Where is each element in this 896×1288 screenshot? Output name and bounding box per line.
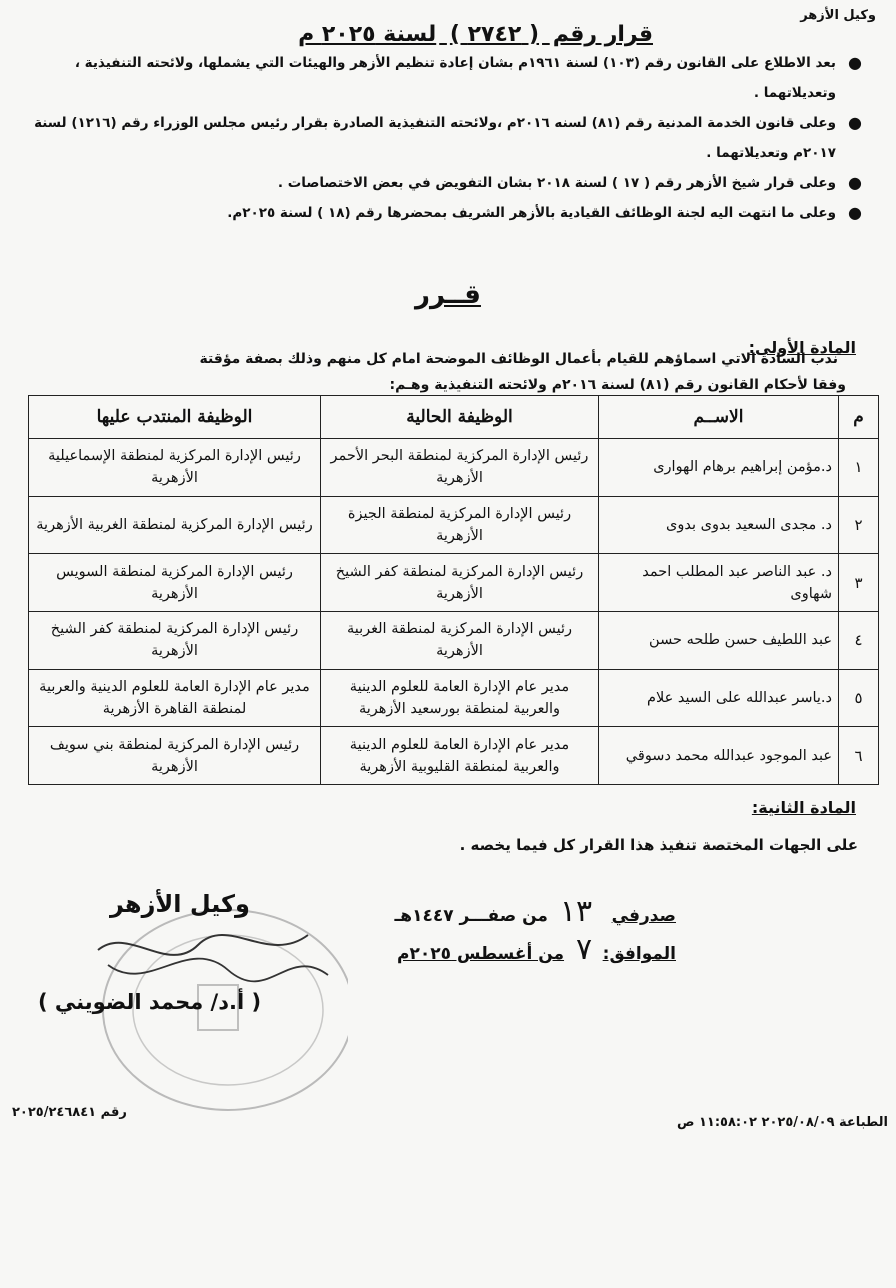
row-number: ١: [839, 439, 879, 497]
col-header-name: الاســم: [599, 396, 839, 439]
date-block: [394, 895, 676, 971]
footer-ref-number: ٢٠٢٥/٢٤٦٨٤١: [12, 1105, 97, 1120]
row-current-job: رئيس الإدارة المركزية لمنطقة الغربية الأزهرية: [321, 611, 599, 669]
footer-reference: [12, 1105, 127, 1120]
preamble-item: [12, 198, 876, 228]
bullet-icon: ●: [848, 203, 862, 222]
table-row: [29, 727, 879, 785]
corresponding-label: الموافق:: [602, 944, 676, 964]
col-header-number: م: [839, 396, 879, 439]
decree-number: ( ٢٧٤٢ ): [449, 22, 540, 47]
issued-rest: من صفـــر ١٤٤٧هـ: [394, 906, 548, 926]
preamble-item: [12, 108, 876, 168]
table-row: [29, 554, 879, 612]
decree-title-suffix: لسنة ٢٠٢٥ م: [298, 22, 437, 47]
issued-date: [394, 895, 676, 933]
issued-label: صدرفي: [611, 906, 676, 926]
footer-print-datetime: ٢٠٢٥/٠٨/٠٩ ١١:٥٨:٠٢ ص: [676, 1115, 835, 1130]
row-current-job: رئيس الإدارة المركزية لمنطقة البحر الأحمر الأزهرية: [321, 439, 599, 497]
table-row: [29, 669, 879, 727]
preamble-text: وعلى قانون الخدمة المدنية رقم (٨١) لسنه ٢٠١٦م ،ولائحته التنفيذية الصادرة بقرار رئيس مجلس الوزراء رقم (١٢١٦) لسنة ٢٠١٧م وتعديلاتهما .: [34, 115, 836, 161]
decision-heading-text: قــرر: [415, 280, 481, 310]
row-name: د.ياسر عبدالله على السيد علام: [599, 669, 839, 727]
row-current-job: مدير عام الإدارة العامة للعلوم الدينية والعربية لمنطقة القليوبية الأزهرية: [321, 727, 599, 785]
article-one-line1: ندب السادة الاتي اسماؤهم للقيام بأعمال الوظائف الموضحة امام كل منهم وذلك بصفة مؤقتة: [199, 351, 838, 367]
bullet-icon: ●: [848, 113, 862, 132]
decision-heading: [0, 280, 896, 310]
row-current-job: رئيس الإدارة المركزية لمنطقة كفر الشيخ الأزهرية: [321, 554, 599, 612]
row-assigned-job: رئيس الإدارة المركزية لمنطقة الغربية الأزهرية: [29, 496, 321, 554]
signature-name: ( أ.د/ محمد الضويني ): [38, 990, 262, 1014]
preamble-text: وعلى قرار شيخ الأزهر رقم ( ١٧ ) لسنة ٢٠١٨ بشان التفويض في بعض الاختصاصات .: [277, 175, 836, 191]
article-one-title-text: المادة الأولى:: [748, 338, 856, 357]
row-assigned-job: رئيس الإدارة المركزية لمنطقة السويس الأزهرية: [29, 554, 321, 612]
preamble-item: [12, 168, 876, 198]
row-name: د. عبد الناصر عبد المطلب احمد شهاوى: [599, 554, 839, 612]
row-name: عبد الموجود عبدالله محمد دسوقي: [599, 727, 839, 785]
article-one-line2: وفقا لأحكام القانون رقم (٨١) لسنة ٢٠١٦م ولائحته التنفيذية وهـم:: [389, 377, 846, 393]
row-number: ٥: [839, 669, 879, 727]
row-assigned-job: مدير عام الإدارة العامة للعلوم الدينية والعربية لمنطقة القاهرة الأزهرية: [29, 669, 321, 727]
footer-print-label: الطباعة: [839, 1115, 888, 1130]
preamble-text: وعلى ما انتهت اليه لجنة الوظائف القيادية بالأزهر الشريف بمحضرها رقم (١٨ ) لسنة ٢٠٢٥م.: [227, 205, 836, 221]
preamble-item: [12, 48, 876, 108]
table-header-row: [29, 396, 879, 439]
office-label: وكيل الأزهر: [800, 8, 876, 23]
preamble-text: بعد الاطلاع على القانون رقم (١٠٣) لسنة ١٩٦١م بشان إعادة تنظيم الأزهر والهيئات التي يشملها، ولائحته التنفيذية ، وتعديلاتهما .: [74, 55, 836, 101]
corresponding-day: ٧: [575, 932, 593, 967]
corresponding-date: [394, 933, 676, 971]
bullet-icon: ●: [848, 53, 862, 72]
row-name: د. مجدى السعيد بدوى بدوى: [599, 496, 839, 554]
row-assigned-job: رئيس الإدارة المركزية لمنطقة الإسماعيلية الأزهرية: [29, 439, 321, 497]
signature-title: وكيل الأزهر: [110, 890, 250, 918]
row-assigned-job: رئيس الإدارة المركزية لمنطقة بني سويف الأزهرية: [29, 727, 321, 785]
col-header-current-job: الوظيفة الحالية: [321, 396, 599, 439]
row-number: ٦: [839, 727, 879, 785]
table-row: [29, 611, 879, 669]
staff-table: [28, 395, 879, 785]
row-current-job: رئيس الإدارة المركزية لمنطقة الجيزة الأزهرية: [321, 496, 599, 554]
footer-ref-label: رقم: [100, 1105, 127, 1120]
table-row: [29, 439, 879, 497]
row-assigned-job: رئيس الإدارة المركزية لمنطقة كفر الشيخ الأزهرية: [29, 611, 321, 669]
decree-title: [295, 22, 656, 47]
row-number: ٣: [839, 554, 879, 612]
row-name: عبد اللطيف حسن طلحه حسن: [599, 611, 839, 669]
row-number: ٤: [839, 611, 879, 669]
footer-print-stamp: [677, 1115, 888, 1130]
row-current-job: مدير عام الإدارة العامة للعلوم الدينية والعربية لمنطقة بورسعيد الأزهرية: [321, 669, 599, 727]
issued-day: ١٣: [559, 894, 593, 929]
table-row: [29, 496, 879, 554]
article-two-title-text: المادة الثانية:: [751, 798, 856, 817]
row-name: د.مؤمن إبراهيم برهام الهوارى: [599, 439, 839, 497]
row-number: ٢: [839, 496, 879, 554]
preamble-list: [12, 48, 876, 228]
article-two-title: [752, 798, 856, 817]
corresponding-rest: من أغسطس ٢٠٢٥م: [397, 944, 565, 964]
bullet-icon: ●: [848, 173, 862, 192]
decree-title-prefix: قرار رقم: [552, 22, 653, 47]
col-header-assigned-job: الوظيفة المنتدب عليها: [29, 396, 321, 439]
article-two-text: على الجهات المختصة تنفيذ هذا القرار كل فيما يخصه .: [459, 836, 858, 854]
